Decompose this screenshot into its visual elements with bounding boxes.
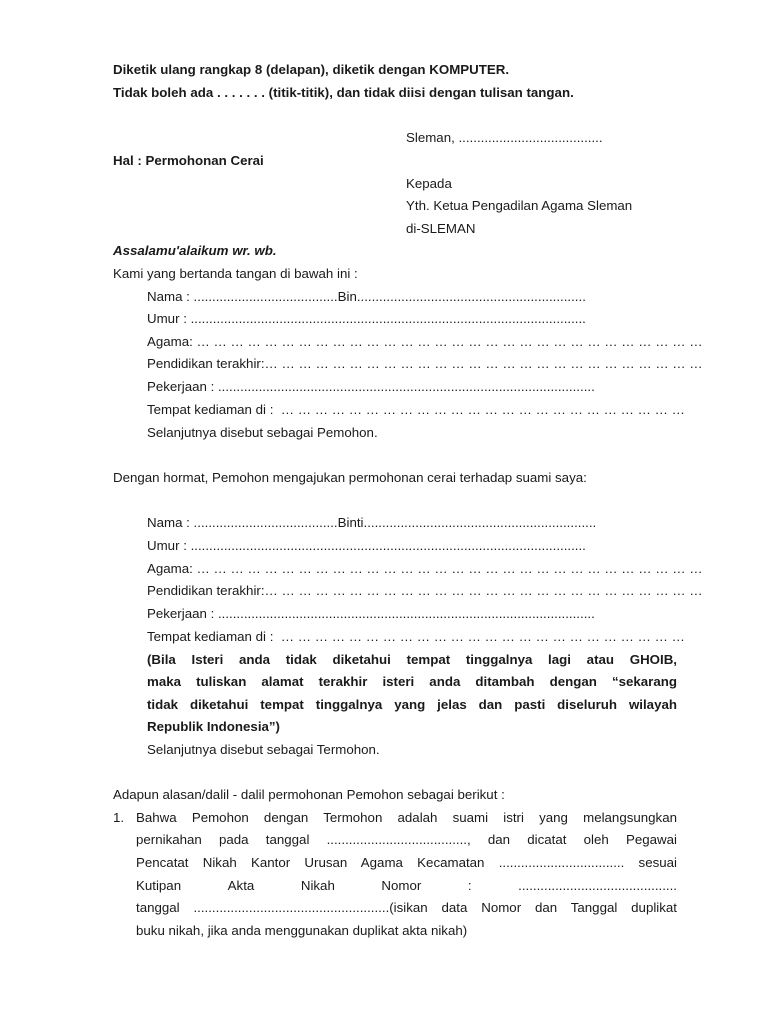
- word-dots: ...........................................: [518, 878, 677, 893]
- item1-line-2: pernikahan pada tanggal ......................................, dan dicatat oleh Pegawai: [136, 832, 677, 847]
- word-kutipan: Kutipan: [136, 878, 182, 893]
- word-nomor: Nomor: [381, 878, 422, 893]
- reasons-intro: Adapun alasan/dalil - dalil permohonan Pemohon sebagai berikut :: [113, 787, 505, 802]
- item1-line-5: tanggal .....................................................(isikan data Nomor dan Tanggal duplikat: [136, 900, 677, 915]
- item1-line-4: [136, 877, 677, 895]
- termohon-closing: Selanjutnya disebut sebagai Termohon.: [147, 742, 380, 757]
- word-nikah: Nikah: [300, 878, 335, 893]
- instruction-line-1: Diketik ulang rangkap 8 (delapan), diketik dengan KOMPUTER.: [113, 62, 510, 77]
- instruction-line-2: Tidak boleh ada . . . . . . . (titik-titik), dan tidak diisi dengan tulisan tangan.: [113, 85, 574, 100]
- item1-line-3: Pencatat Nikah Kantor Urusan Agama Kecamatan .................................. sesuai: [136, 855, 677, 870]
- pemohon-closing: Selanjutnya disebut sebagai Pemohon.: [147, 425, 378, 440]
- pemohon-nama: Nama : .......................................Bin..............................................................: [147, 289, 586, 304]
- intro-line: Kami yang bertanda tangan di bawah ini :: [113, 266, 358, 281]
- termohon-note-line-4: Republik Indonesia”): [147, 719, 280, 734]
- termohon-nama: Nama : .......................................Binti...............................................................: [147, 515, 597, 530]
- termohon-umur: Umur : ...........................................................................................................: [147, 538, 586, 553]
- termohon-agama: Agama: … … … … … … … … … … … … … … … … … … … … … … … … … … … … … …: [147, 561, 703, 576]
- pemohon-tempat: Tempat kediaman di : … … … … … … … … … … … … … … … … … … … … … … … …: [147, 402, 685, 417]
- termohon-pendidikan: Pendidikan terakhir:… … … … … … … … … … … … … … … … … … … … … … … … … …: [147, 583, 703, 598]
- pemohon-pekerjaan: Pekerjaan : ......................................................................................................: [147, 379, 595, 394]
- word-akta: Akta: [227, 878, 255, 893]
- subject-line: Hal : Permohonan Cerai: [113, 153, 264, 168]
- termohon-pekerjaan: Pekerjaan : ......................................................................................................: [147, 606, 595, 621]
- pemohon-umur: Umur : ...........................................................................................................: [147, 311, 586, 326]
- greeting: Assalamu'alaikum wr. wb.: [113, 243, 277, 258]
- recipient-yth: Yth. Ketua Pengadilan Agama Sleman: [406, 198, 633, 213]
- list-item-number: 1.: [113, 810, 125, 825]
- word-colon: :: [467, 878, 472, 893]
- item1-line-1: Bahwa Pemohon dengan Termohon adalah suami istri yang melangsungkan: [136, 810, 677, 825]
- recipient-di: di-SLEMAN: [406, 221, 476, 236]
- place-date: Sleman, .......................................: [406, 130, 603, 145]
- item1-line-4-spread: [136, 877, 677, 895]
- pemohon-pendidikan: Pendidikan terakhir:… … … … … … … … … … … … … … … … … … … … … … … … … …: [147, 356, 703, 371]
- recipient-kepada: Kepada: [406, 176, 452, 191]
- statement-line: Dengan hormat, Pemohon mengajukan permohonan cerai terhadap suami saya:: [113, 470, 587, 485]
- termohon-note-line-3: tidak diketahui tempat tinggalnya yang jelas dan pasti diseluruh wilayah: [147, 697, 677, 712]
- termohon-note-line-1: (Bila Isteri anda tidak diketahui tempat tinggalnya lagi atau GHOIB,: [147, 652, 677, 667]
- termohon-note-line-2: maka tuliskan alamat terakhir isteri anda ditambah dengan “sekarang: [147, 674, 677, 689]
- pemohon-agama: Agama: … … … … … … … … … … … … … … … … … … … … … … … … … … … … … …: [147, 334, 703, 349]
- item1-line-6: buku nikah, jika anda menggunakan duplikat akta nikah): [136, 923, 468, 938]
- termohon-tempat: Tempat kediaman di : … … … … … … … … … … … … … … … … … … … … … … … …: [147, 629, 685, 644]
